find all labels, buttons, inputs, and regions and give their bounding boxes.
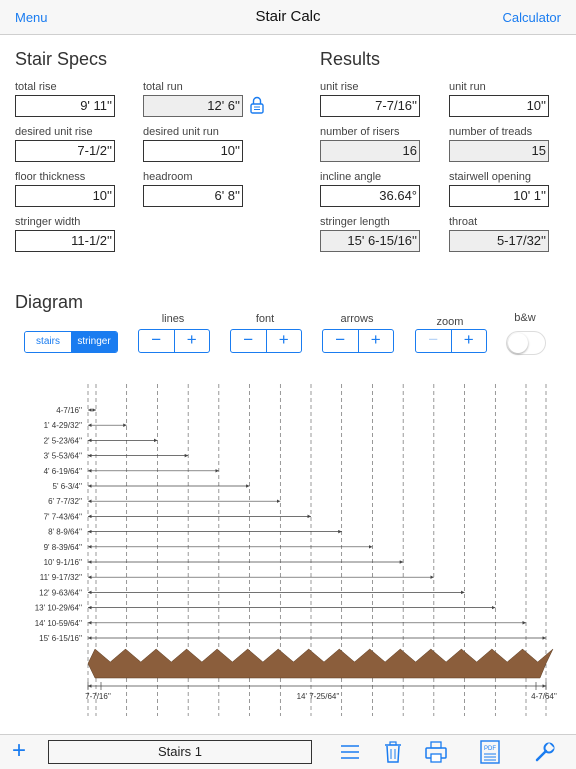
stairwell-opening-label: stairwell opening [449,171,531,183]
dimension-label-7: 7' 7-43/64'' [43,512,82,522]
floor-thickness-label: floor thickness [15,171,86,183]
total-rise-label: total rise [15,81,57,93]
arrows-label: arrows [340,313,374,325]
dimension-label-4: 4' 6-19/64'' [43,466,82,476]
stringer-body [88,649,553,678]
headroom-input[interactable]: 6' 8'' [143,185,243,207]
nav-bar [0,0,576,35]
diagram-mode-segmented [24,331,118,353]
arrows-stepper [322,329,394,353]
stringer-width-label: stringer width [15,216,81,228]
stair-name-field[interactable]: Stairs 1 [48,740,312,764]
pdf-icon[interactable] [478,740,502,764]
incline-angle-field [320,171,418,207]
desired-unit-run-input[interactable]: 10'' [143,140,243,162]
total-rise-field [15,81,113,117]
unit-rise-field [320,81,418,117]
number-of-treads-input[interactable]: 15 [449,140,549,162]
wrench-icon[interactable] [533,740,557,764]
desired-unit-run-label: desired unit run [143,126,219,138]
floor-thickness-input[interactable]: 10'' [15,185,115,207]
printer-icon[interactable] [424,740,448,764]
bw-toggle-knob [508,333,528,353]
stair-specs-title: Stair Specs [15,49,108,69]
stringer-mode-button[interactable]: stringer [71,332,117,352]
unit-run-label: unit run [449,81,486,93]
incline-angle-label: incline angle [320,171,382,183]
headroom-label: headroom [143,171,193,183]
throat-label: throat [449,216,478,228]
font-label: font [255,313,275,325]
menu-button[interactable]: Menu [15,10,48,25]
arrows-decrease-button[interactable]: − [335,330,346,349]
results-title: Results [320,49,381,69]
pdf-icon-label: PDF [484,746,496,752]
unit-rise-value: 7-7/16'' [320,95,420,117]
dimension-label-6: 6' 7-7/32'' [48,497,82,507]
zoom-stepper [415,329,487,353]
total-run-input[interactable]: 12' 6'' [143,95,243,117]
dimension-label-11: 11' 9-17/32'' [39,573,82,583]
add-button[interactable]: + [12,737,27,764]
dimension-label-5: 5' 6-3/4'' [52,482,82,491]
bottom-mid-dimension: 14' 7-25/64'' [296,692,340,701]
stairwell-opening-value: 10' 1'' [449,185,549,207]
dimension-label-13: 13' 10-29/64'' [34,603,82,613]
stringer-length-label: stringer length [320,216,390,228]
calculator-button[interactable]: Calculator [502,10,561,25]
incline-angle-value: 36.64° [320,185,420,207]
dimension-label-12: 12' 9-63/64'' [39,588,82,598]
lines-increase-button[interactable]: + [174,330,210,352]
desired-unit-rise-input[interactable]: 7-1/2'' [15,140,115,162]
desired-unit-run-field [143,126,241,162]
dimension-label-15: 15' 6-15/16'' [39,634,82,643]
throat-field [449,216,547,252]
stringer-width-input[interactable]: 11-1/2'' [15,230,115,252]
unit-rise-label: unit rise [320,81,359,93]
lines-decrease-button[interactable]: − [151,330,162,349]
zoom-label: zoom [436,316,464,328]
dimension-label-10: 10' 9-1/16'' [43,558,82,567]
stringer-diagram [0,360,576,730]
total-run-field [143,81,241,117]
floor-thickness-field [15,171,113,207]
bw-label: b&w [514,312,536,324]
stairwell-opening-field [449,171,547,207]
number-of-risers-input[interactable]: 16 [320,140,420,162]
dimension-label-9: 9' 8-39/64'' [43,542,82,552]
bottom-left-dimension: 7-7/16'' [85,692,111,701]
lines-label: lines [161,313,185,325]
stringer-length-input[interactable]: 15' 6-15/16'' [320,230,420,252]
lock-icon[interactable] [250,96,264,114]
throat-input[interactable]: 5-17/32'' [449,230,549,252]
total-run-label: total run [143,81,183,93]
stairs-mode-button[interactable]: stairs [25,332,71,352]
dimension-label-0: 4-7/16'' [56,406,82,415]
number-of-treads-label: number of treads [449,126,533,138]
number-of-risers-label: number of risers [320,126,400,138]
dimension-label-2: 2' 5-23/64'' [43,436,82,446]
dimension-label-14: 14' 10-59/64'' [34,618,82,628]
lines-stepper [138,329,210,353]
bottom-toolbar [0,734,576,769]
total-rise-input[interactable]: 9' 11'' [15,95,115,117]
arrows-increase-button[interactable]: + [358,330,394,352]
bw-toggle[interactable] [506,331,546,355]
number-of-treads-field [449,126,547,162]
stringer-width-field [15,216,113,252]
headroom-field [143,171,241,207]
diagram-title: Diagram [15,292,84,312]
dimension-label-3: 3' 5-53/64'' [43,451,82,461]
stringer-length-field [320,216,418,252]
dimension-label-8: 8' 8-9/64'' [48,527,82,537]
unit-run-value: 10'' [449,95,549,117]
zoom-increase-button[interactable]: + [451,330,487,352]
desired-unit-rise-field [15,126,113,162]
font-increase-button[interactable]: + [266,330,302,352]
list-icon[interactable] [338,740,362,764]
number-of-risers-field [320,126,418,162]
dimension-label-1: 1' 4-29/32'' [43,421,82,431]
page-title: Stair Calc [255,8,321,25]
unit-run-field [449,81,547,117]
desired-unit-rise-label: desired unit rise [15,126,93,138]
bottom-right-dimension: 4-7/64'' [531,692,557,701]
font-stepper [230,329,302,353]
zoom-decrease-button[interactable]: − [428,330,439,349]
trash-icon[interactable] [381,740,405,764]
font-decrease-button[interactable]: − [243,330,254,349]
